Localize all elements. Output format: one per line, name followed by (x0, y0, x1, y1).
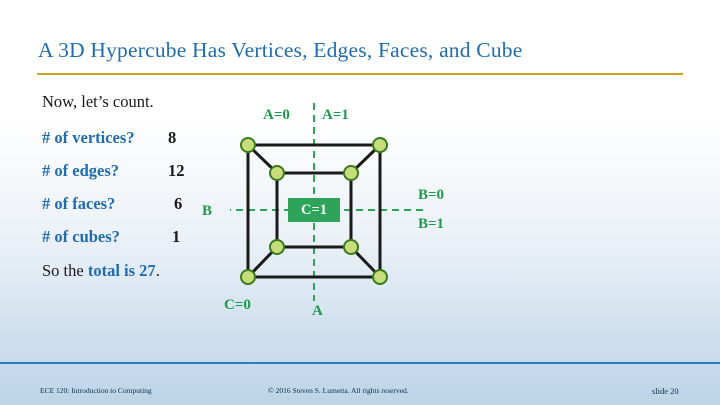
total-value: total is 27 (87, 261, 156, 280)
label-b: B (202, 203, 213, 219)
count-line-cubes (42, 227, 181, 247)
lead-text: Now, let’s count. (42, 92, 154, 111)
label-a-bottom: A (312, 303, 323, 319)
count-label-edges: # of edges? (42, 161, 119, 180)
total-line (42, 261, 160, 281)
total-prefix: So the (42, 261, 88, 280)
footer-slide-number: slide 20 (652, 386, 679, 396)
label-a0: A=0 (263, 107, 290, 123)
label-c0: C=0 (224, 297, 251, 313)
footer-course: ECE 120: Introduction to Computing (40, 386, 152, 395)
footer-divider (0, 362, 720, 364)
label-b0: B=0 (418, 187, 445, 203)
count-line-edges (42, 161, 185, 181)
page-title: A 3D Hypercube Has Vertices, Edges, Faces, and Cube (38, 38, 523, 62)
count-answer-cubes: 1 (172, 227, 181, 246)
count-label-faces: # of faces? (42, 194, 116, 213)
count-answer-faces: 6 (174, 194, 183, 213)
cube-figure (202, 95, 480, 335)
count-label-vertices: # of vertices? (42, 128, 135, 147)
count-line-vertices (42, 128, 177, 148)
label-c1-box: C=1 (288, 198, 340, 222)
footer-copyright: © 2016 Steven S. Lumetta. All rights reserved. (268, 386, 409, 395)
cube-diagram (230, 95, 480, 335)
title-divider (37, 73, 683, 75)
count-answer-vertices: 8 (168, 128, 177, 147)
total-suffix: . (155, 261, 160, 280)
label-b1: B=1 (418, 216, 445, 232)
count-line-faces (42, 194, 183, 214)
count-label-cubes: # of cubes? (42, 227, 120, 246)
count-answer-edges: 12 (168, 161, 185, 180)
label-a1: A=1 (322, 107, 349, 123)
